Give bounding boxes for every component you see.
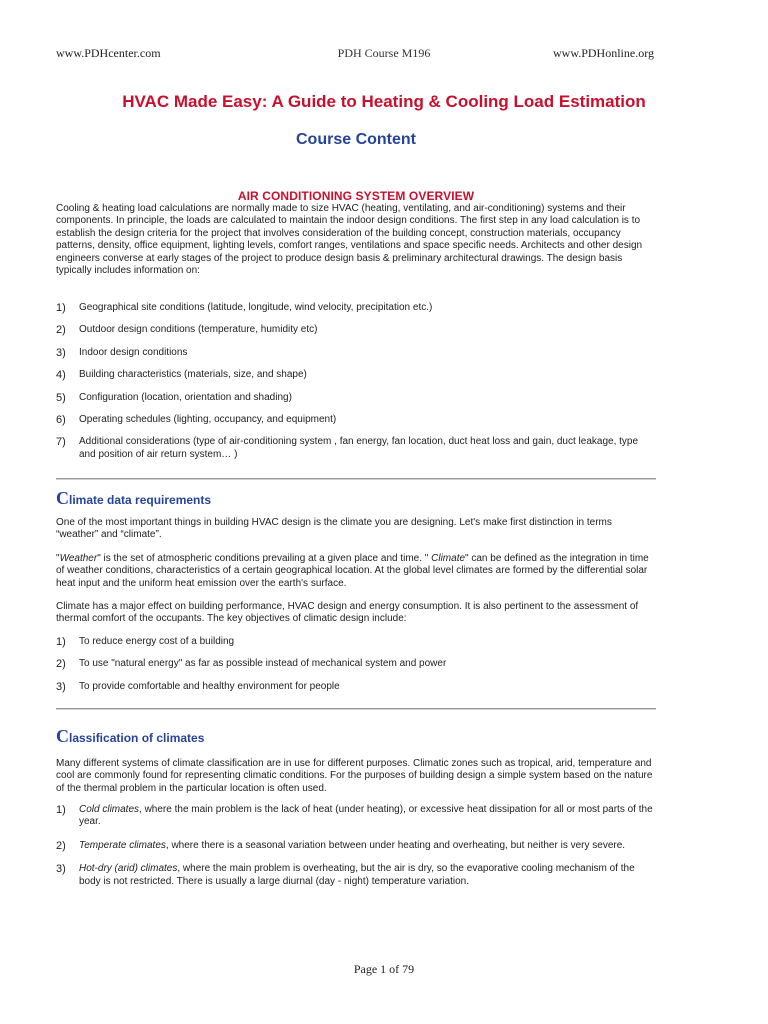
- term-weather: Weather: [59, 553, 98, 564]
- list-text: Additional considerations (type of air-conditioning system , fan energy, fan location, duct heat loss and gain, duct leakage, type and position of air return system… ): [79, 436, 639, 460]
- climate-term: Temperate climates: [79, 839, 166, 851]
- list-number: 2): [56, 658, 66, 671]
- list-text: To provide comfortable and healthy environment for people: [79, 680, 340, 692]
- climate-term: Hot-dry (arid) climates: [79, 863, 178, 875]
- list-item: [56, 324, 656, 336]
- list-text: Building characteristics (materials, size, and shape): [79, 369, 307, 381]
- pdhonline-link[interactable]: www.PDHonline.org: [553, 46, 654, 60]
- heading-text: lassification of climates: [69, 731, 205, 745]
- climate-paragraph-3: Climate has a major effect on building performance, HVAC design and energy consumption. It is also pertinent to the assessment of thermal comfort of the occupants. The key objectives of climatic design include:: [56, 601, 639, 625]
- paragraph-text: " is the set of atmospheric conditions prevailing at a given place and time. ": [97, 553, 432, 564]
- list-number: 1): [56, 804, 66, 816]
- document-subtitle: Course Content: [296, 131, 416, 148]
- classification-heading: [56, 726, 204, 747]
- list-item: [56, 392, 656, 404]
- design-basis-list: [56, 302, 656, 461]
- list-item: [56, 681, 656, 693]
- section-divider: [56, 478, 656, 480]
- list-number: 4): [56, 369, 66, 382]
- document-title: HVAC Made Easy: A Guide to Heating & Cooling Load Estimation: [122, 92, 646, 111]
- list-text: To use "natural energy" as far as possible instead of mechanical system and power: [79, 658, 447, 670]
- list-item: [56, 863, 656, 888]
- list-number: 3): [56, 346, 66, 359]
- classification-paragraph: Many different systems of climate classification are in use for different purposes. Climatic zones such as tropical, arid, temperature and cool are commonly found for representing climatic conditions. For the purposes of building design a simple system based on the nature of the thermal problem in the particular location is often used.: [56, 758, 653, 794]
- quote-mark: ": [56, 553, 60, 564]
- climate-types-list: [56, 804, 656, 888]
- list-text: , where the main problem is overheating, but the air is dry, so the evaporative cooling mechanism of the body is not restricted. There is usually a large diurnal (day - night) temperature variation.: [79, 863, 635, 887]
- drop-cap: C: [56, 488, 69, 508]
- list-text: , where there is a seasonal variation between under heating and overheating, but neither is very severe.: [165, 839, 626, 851]
- list-number: 7): [56, 436, 66, 449]
- paragraph-text: " can be defined as the integration in time of weather conditions, characteristics of a certain geographical location. At the global level climates are formed by the differential solar heat input and the uniform heat emission over the earth's surface.: [56, 553, 649, 589]
- climate-data-heading: [56, 488, 211, 509]
- list-item: [56, 636, 656, 648]
- section-heading: AIR CONDITIONING SYSTEM OVERVIEW: [237, 189, 475, 203]
- drop-cap: C: [56, 726, 69, 746]
- list-item: [56, 347, 656, 359]
- list-text: Configuration (location, orientation and shading): [79, 391, 292, 403]
- list-text: Operating schedules (lighting, occupancy, and equipment): [79, 414, 337, 426]
- list-item: [56, 369, 656, 381]
- list-number: 1): [56, 636, 66, 648]
- list-item: [56, 658, 656, 670]
- climate-term: Cold climates: [79, 804, 140, 815]
- list-text: Geographical site conditions (latitude, longitude, wind velocity, precipitation etc.): [79, 302, 433, 313]
- list-item: [56, 414, 656, 426]
- course-code: PDH Course M196: [337, 46, 431, 60]
- list-number: 3): [56, 680, 66, 693]
- list-item: [56, 302, 656, 314]
- page-number: Page 1 of 79: [353, 962, 415, 976]
- section-divider: [56, 708, 656, 710]
- intro-paragraph: Cooling & heating load calculations are normally made to size HVAC (heating, ventilating, and air-conditioning) systems and their components. In principle, the loads are calculated to maintain the indoor design conditions. The first step in any load calculation is to establish the design criteria for the project that involves consideration of the building concept, construction materials, occupancy patterns, density, office equipment, lighting levels, comfort ranges, ventilations and space specific needs. Architects and other design engineers converse at early stages of the project to produce design basis & preliminary architectural drawings. The design basis typically includes information on:: [56, 203, 643, 277]
- list-text: Indoor design conditions: [79, 346, 188, 358]
- list-text: Outdoor design conditions (temperature, humidity etc): [79, 324, 318, 336]
- heading-text: limate data requirements: [69, 493, 212, 507]
- term-climate: Climate: [431, 553, 466, 564]
- list-number: 1): [56, 302, 66, 314]
- list-number: 3): [56, 863, 66, 876]
- list-text: To reduce energy cost of a building: [79, 636, 235, 647]
- pdhcenter-link[interactable]: www.PDHcenter.com: [56, 46, 161, 60]
- climate-paragraph-2: [56, 553, 656, 590]
- list-number: 2): [56, 324, 66, 337]
- list-number: 6): [56, 414, 66, 427]
- list-item: [56, 436, 656, 461]
- climate-paragraph-1: One of the most important things in building HVAC design is the climate you are designing. Let's make first distinction in terms “weather” and “climate”.: [56, 517, 612, 541]
- list-text: , where the main problem is the lack of heat (under heating), or excessive heat dissipation for all or most parts of the year.: [79, 804, 653, 828]
- objectives-list: [56, 636, 656, 693]
- list-item: [56, 840, 656, 852]
- list-number: 2): [56, 839, 66, 852]
- list-number: 5): [56, 391, 66, 404]
- list-item: [56, 804, 656, 829]
